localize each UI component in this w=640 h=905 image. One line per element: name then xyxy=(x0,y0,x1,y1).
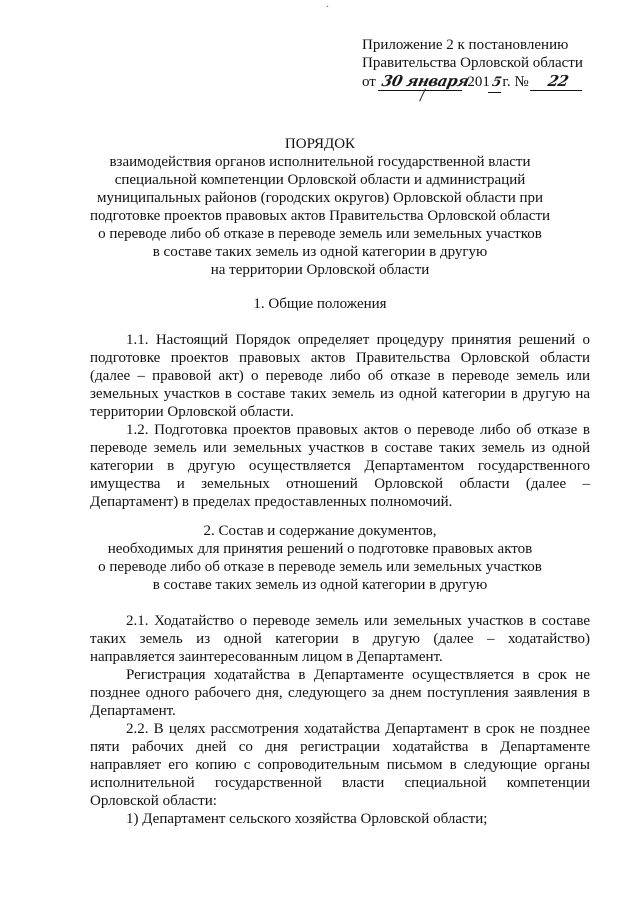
title-line: о переводе либо об отказе в переводе земель или земельных участков xyxy=(98,226,542,242)
section-heading: 1. Общие положения xyxy=(253,296,387,312)
title-line: муниципальных районов (городских округов) Орловской области при xyxy=(96,190,544,206)
title-line: на территории Орловской области xyxy=(210,262,430,278)
year-prefix: 201 xyxy=(467,74,490,90)
title-line: специальной компетенции Орловской области и администраций xyxy=(114,172,526,188)
section-heading-line: 2. Состав и содержание документов, xyxy=(203,523,437,539)
paragraph-2-1-registration: Регистрация ходатайства в Департаменте осуществляется в срок не позднее одного рабочего дня, следующего за днем поступления заявления в Департамент. xyxy=(90,667,590,719)
number-label: № xyxy=(514,74,529,90)
section-1-heading xyxy=(40,295,600,313)
annex-line-2: Правительства Орловской области xyxy=(362,55,583,71)
handwritten-number: 22 xyxy=(530,72,586,91)
annex-line-1: Приложение 2 к постановлению xyxy=(362,37,569,53)
title-heading: ПОРЯДОК xyxy=(284,136,356,152)
section-heading-line: о переводе либо об отказе в переводе земель или земельных участков xyxy=(98,559,542,575)
section-2-heading xyxy=(40,522,600,594)
year-suffix: г. xyxy=(502,74,511,90)
title-line: взаимодействия органов исполнительной государственной власти xyxy=(109,154,531,170)
section-1-body xyxy=(90,331,590,511)
scan-mark: · xyxy=(326,2,330,13)
handwritten-year: 5 xyxy=(488,74,505,93)
annex-date-line xyxy=(362,72,612,93)
paragraph-2-2: 2.2. В целях рассмотрения ходатайства Департамент в срок не позднее пяти рабочих дней со дня регистрации ходатайства в Департаменте направляет его копию с сопроводительным письмом в следующие органы исполнительной государственной власти специальной компетенции Орловской области: xyxy=(90,721,590,809)
title-line: в составе таких земель из одной категории в другую xyxy=(152,244,488,260)
paragraph-2-1: 2.1. Ходатайство о переводе земель или земельных участков в составе таких земель из одной категории в другую (далее – ходатайство) направляется заинтересованным лицом в Департамент. xyxy=(90,613,590,665)
paragraph-1-2: 1.2. Подготовка проектов правовых актов о переводе либо об отказе в переводе земель или земельных участков в составе таких земель из одной категории в другую осуществляется Департаментом государственного имущества и земельных отношений Орловской области (далее – Департамент) в пределах предоставленных полномочий. xyxy=(90,422,590,510)
handwritten-date: 30 января xyxy=(378,72,466,91)
from-label: от xyxy=(362,74,376,90)
section-heading-line: в составе таких земель из одной категории в другую xyxy=(152,577,488,593)
annex-header xyxy=(362,36,612,93)
section-heading-line: необходимых для принятия решений о подготовке правовых актов xyxy=(107,541,533,557)
document-title xyxy=(40,135,600,279)
list-item-1: 1) Департамент сельского хозяйства Орловской области; xyxy=(126,811,488,827)
paragraph-1-1: 1.1. Настоящий Порядок определяет процедуру принятия решений о подготовке проектов правовых актов Правительства Орловской области (далее – правовой акт) о переводе либо об отказе в переводе земель или земельных участков в составе таких земель из одной категории в другую на территории Орловской области. xyxy=(90,332,590,420)
title-line: подготовке проектов правовых актов Правительства Орловской области xyxy=(89,208,551,224)
section-2-body xyxy=(90,612,590,828)
